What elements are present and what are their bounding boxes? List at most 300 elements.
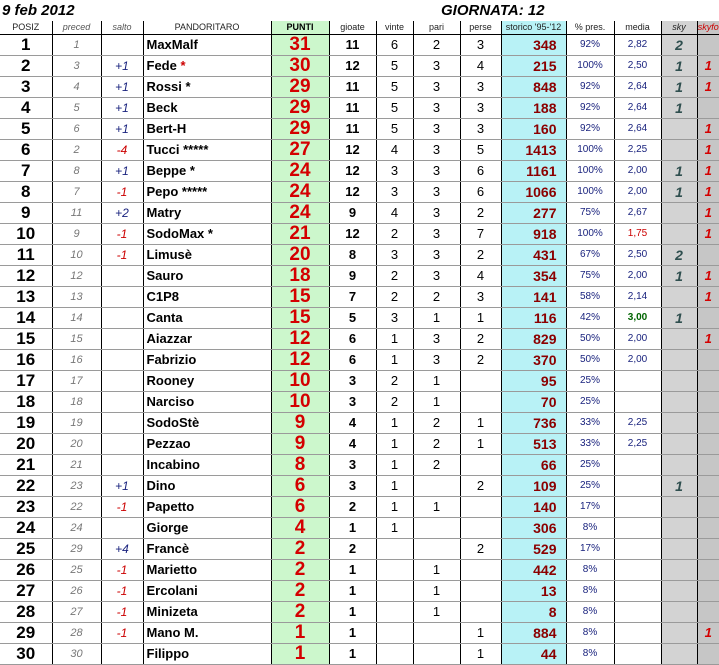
sky-cell — [661, 203, 697, 224]
col-pari: pari — [413, 21, 460, 35]
skyfo-cell: 1 — [697, 266, 719, 287]
giocate-cell: 4 — [329, 413, 376, 434]
giornata-title: GIORNATA: 12 — [441, 2, 545, 19]
table-row — [0, 203, 719, 224]
storico-cell: 1066 — [501, 182, 566, 203]
media-cell: 2,67 — [614, 203, 661, 224]
sky-cell — [661, 497, 697, 518]
pari-cell: 1 — [413, 392, 460, 413]
punti-cell: 2 — [271, 581, 329, 602]
table-row — [0, 455, 719, 476]
salto-cell: +1 — [101, 98, 143, 119]
pari-cell: 3 — [413, 245, 460, 266]
punti-cell: 4 — [271, 518, 329, 539]
giocate-cell: 1 — [329, 644, 376, 665]
skyfo-cell: 1 — [697, 161, 719, 182]
player-name: Pezzao — [146, 436, 191, 451]
storico-cell: 1413 — [501, 140, 566, 161]
name-cell — [143, 539, 271, 560]
storico-cell: 109 — [501, 476, 566, 497]
media-cell — [614, 602, 661, 623]
player-name: Dino — [146, 478, 176, 493]
perse-cell: 3 — [460, 35, 501, 56]
storico-cell: 70 — [501, 392, 566, 413]
pari-cell: 2 — [413, 413, 460, 434]
skyfo-cell: 1 — [697, 203, 719, 224]
perse-cell — [460, 581, 501, 602]
punti-cell: 2 — [271, 602, 329, 623]
pres-cell: 92% — [566, 98, 614, 119]
table-row — [0, 644, 719, 665]
skyfo-cell — [697, 371, 719, 392]
media-cell — [614, 455, 661, 476]
player-name: Mano M. — [146, 625, 199, 640]
skyfo-cell: 1 — [697, 77, 719, 98]
pres-cell: 25% — [566, 455, 614, 476]
giocate-cell: 1 — [329, 518, 376, 539]
media-cell: 2,00 — [614, 161, 661, 182]
vinte-cell: 3 — [376, 161, 413, 182]
preced-cell: 17 — [52, 371, 101, 392]
skyfo-cell — [697, 539, 719, 560]
skyfo-cell: 1 — [697, 287, 719, 308]
pres-cell: 92% — [566, 77, 614, 98]
preced-cell: 12 — [52, 266, 101, 287]
table-row — [0, 266, 719, 287]
sky-cell — [661, 644, 697, 665]
table-row — [0, 413, 719, 434]
giocate-cell: 7 — [329, 287, 376, 308]
pari-cell: 1 — [413, 371, 460, 392]
preced-cell: 27 — [52, 602, 101, 623]
pres-cell: 100% — [566, 224, 614, 245]
giocate-cell: 1 — [329, 581, 376, 602]
storico-cell: 513 — [501, 434, 566, 455]
vinte-cell: 1 — [376, 350, 413, 371]
name-cell — [143, 518, 271, 539]
vinte-cell: 3 — [376, 308, 413, 329]
sky-cell — [661, 602, 697, 623]
salto-cell — [101, 35, 143, 56]
punti-cell: 29 — [271, 77, 329, 98]
sky-cell — [661, 350, 697, 371]
media-cell: 2,50 — [614, 245, 661, 266]
vinte-cell: 2 — [376, 266, 413, 287]
pos-cell: 16 — [0, 350, 52, 371]
vinte-cell: 5 — [376, 119, 413, 140]
pari-cell: 3 — [413, 266, 460, 287]
punti-cell: 12 — [271, 350, 329, 371]
storico-cell: 8 — [501, 602, 566, 623]
vinte-cell — [376, 644, 413, 665]
preced-cell: 3 — [52, 56, 101, 77]
pos-cell: 2 — [0, 56, 52, 77]
media-cell: 2,25 — [614, 140, 661, 161]
salto-cell — [101, 434, 143, 455]
storico-cell: 848 — [501, 77, 566, 98]
punti-cell: 18 — [271, 266, 329, 287]
name-cell — [143, 497, 271, 518]
punti-cell: 1 — [271, 644, 329, 665]
skyfo-cell: 1 — [697, 623, 719, 644]
player-name: Fabrizio — [146, 352, 197, 367]
pres-cell: 50% — [566, 329, 614, 350]
giocate-cell: 3 — [329, 371, 376, 392]
sky-cell: 1 — [661, 56, 697, 77]
table-row — [0, 77, 719, 98]
pres-cell: 50% — [566, 350, 614, 371]
giocate-cell: 2 — [329, 539, 376, 560]
name-cell — [143, 287, 271, 308]
storico-cell: 215 — [501, 56, 566, 77]
skyfo-cell — [697, 413, 719, 434]
pari-cell: 3 — [413, 182, 460, 203]
pres-cell: 17% — [566, 539, 614, 560]
sky-cell — [661, 581, 697, 602]
sky-cell — [661, 119, 697, 140]
giocate-cell: 9 — [329, 266, 376, 287]
vinte-cell: 6 — [376, 35, 413, 56]
giocate-cell: 9 — [329, 203, 376, 224]
pari-cell: 1 — [413, 602, 460, 623]
sky-cell — [661, 518, 697, 539]
name-cell — [143, 413, 271, 434]
media-cell — [614, 644, 661, 665]
pres-cell: 42% — [566, 308, 614, 329]
skyfo-cell — [697, 560, 719, 581]
media-cell: 2,25 — [614, 413, 661, 434]
media-cell: 1,75 — [614, 224, 661, 245]
table-row — [0, 224, 719, 245]
skyfo-cell — [697, 455, 719, 476]
giocate-cell: 12 — [329, 182, 376, 203]
table-row — [0, 518, 719, 539]
name-cell — [143, 77, 271, 98]
salto-cell — [101, 308, 143, 329]
perse-cell: 4 — [460, 266, 501, 287]
name-cell — [143, 623, 271, 644]
name-cell — [143, 371, 271, 392]
pari-cell — [413, 623, 460, 644]
storico-cell: 116 — [501, 308, 566, 329]
pos-cell: 23 — [0, 497, 52, 518]
pos-cell: 20 — [0, 434, 52, 455]
media-cell — [614, 581, 661, 602]
storico-cell: 736 — [501, 413, 566, 434]
perse-cell: 2 — [460, 476, 501, 497]
skyfo-cell: 1 — [697, 56, 719, 77]
perse-cell: 6 — [460, 182, 501, 203]
player-name: Narciso — [146, 394, 195, 409]
storico-cell: 277 — [501, 203, 566, 224]
vinte-cell: 1 — [376, 413, 413, 434]
name-cell — [143, 140, 271, 161]
preced-cell: 9 — [52, 224, 101, 245]
sky-cell — [661, 287, 697, 308]
salto-cell: -4 — [101, 140, 143, 161]
perse-cell: 1 — [460, 413, 501, 434]
perse-cell: 3 — [460, 287, 501, 308]
pari-cell: 3 — [413, 224, 460, 245]
vinte-cell: 5 — [376, 56, 413, 77]
pres-cell: 8% — [566, 623, 614, 644]
pres-cell: 75% — [566, 203, 614, 224]
perse-cell — [460, 497, 501, 518]
preced-cell: 6 — [52, 119, 101, 140]
skyfo-cell — [697, 98, 719, 119]
player-name: Matry — [146, 205, 182, 220]
storico-cell: 140 — [501, 497, 566, 518]
sky-cell — [661, 392, 697, 413]
sky-cell: 1 — [661, 308, 697, 329]
giocate-cell: 1 — [329, 602, 376, 623]
salto-cell: -1 — [101, 182, 143, 203]
salto-cell: -1 — [101, 560, 143, 581]
table-row — [0, 287, 719, 308]
pari-cell: 3 — [413, 161, 460, 182]
pari-cell: 3 — [413, 329, 460, 350]
preced-cell: 22 — [52, 497, 101, 518]
vinte-cell — [376, 539, 413, 560]
storico-cell: 529 — [501, 539, 566, 560]
player-name: Aiazzar — [146, 331, 193, 346]
punti-cell: 20 — [271, 245, 329, 266]
player-name: Pepo ***** — [146, 184, 208, 199]
salto-cell: +1 — [101, 77, 143, 98]
media-cell: 2,00 — [614, 266, 661, 287]
storico-cell: 66 — [501, 455, 566, 476]
name-cell — [143, 602, 271, 623]
perse-cell: 4 — [460, 56, 501, 77]
preced-cell: 16 — [52, 350, 101, 371]
sky-cell: 1 — [661, 476, 697, 497]
name-cell — [143, 560, 271, 581]
pos-cell: 17 — [0, 371, 52, 392]
vinte-cell: 1 — [376, 476, 413, 497]
player-name: Beppe * — [146, 163, 195, 178]
skyfo-cell — [697, 245, 719, 266]
pres-cell: 100% — [566, 140, 614, 161]
pari-cell — [413, 644, 460, 665]
table-row — [0, 140, 719, 161]
table-row — [0, 350, 719, 371]
media-cell: 2,50 — [614, 56, 661, 77]
perse-cell: 6 — [460, 161, 501, 182]
perse-cell — [460, 560, 501, 581]
salto-cell: -1 — [101, 623, 143, 644]
perse-cell: 7 — [460, 224, 501, 245]
punti-cell: 6 — [271, 497, 329, 518]
name-cell — [143, 329, 271, 350]
sky-cell — [661, 623, 697, 644]
media-cell: 2,25 — [614, 434, 661, 455]
pres-cell: 58% — [566, 287, 614, 308]
name-cell — [143, 581, 271, 602]
skyfo-cell — [697, 476, 719, 497]
vinte-cell: 5 — [376, 98, 413, 119]
punti-cell: 31 — [271, 35, 329, 56]
date-title: 9 feb 2012 — [2, 2, 75, 19]
sky-cell: 1 — [661, 77, 697, 98]
pos-cell: 12 — [0, 266, 52, 287]
media-cell — [614, 392, 661, 413]
vinte-cell: 2 — [376, 224, 413, 245]
header-row — [0, 21, 719, 35]
perse-cell: 1 — [460, 308, 501, 329]
name-cell — [143, 224, 271, 245]
standings-table — [0, 21, 719, 665]
giocate-cell: 12 — [329, 140, 376, 161]
storico-cell: 13 — [501, 581, 566, 602]
pos-cell: 10 — [0, 224, 52, 245]
salto-cell — [101, 413, 143, 434]
table-row — [0, 560, 719, 581]
perse-cell: 2 — [460, 203, 501, 224]
storico-cell: 44 — [501, 644, 566, 665]
salto-cell: +1 — [101, 119, 143, 140]
preced-cell: 5 — [52, 98, 101, 119]
vinte-cell: 2 — [376, 371, 413, 392]
storico-cell: 348 — [501, 35, 566, 56]
pres-cell: 8% — [566, 560, 614, 581]
pres-cell: 17% — [566, 497, 614, 518]
col-punti: PUNTI — [271, 21, 329, 35]
table-row — [0, 497, 719, 518]
storico-cell: 160 — [501, 119, 566, 140]
storico-cell: 95 — [501, 371, 566, 392]
skyfo-cell — [697, 497, 719, 518]
table-row — [0, 476, 719, 497]
salto-cell: +2 — [101, 203, 143, 224]
player-name: Giorge — [146, 520, 189, 535]
name-cell — [143, 161, 271, 182]
name-cell — [143, 182, 271, 203]
pari-cell: 3 — [413, 119, 460, 140]
pos-cell: 27 — [0, 581, 52, 602]
perse-cell: 1 — [460, 623, 501, 644]
pos-cell: 18 — [0, 392, 52, 413]
skyfo-cell — [697, 518, 719, 539]
giocate-cell: 12 — [329, 224, 376, 245]
table-row — [0, 119, 719, 140]
giocate-cell: 4 — [329, 434, 376, 455]
media-cell: 2,00 — [614, 182, 661, 203]
vinte-cell: 2 — [376, 287, 413, 308]
table-row — [0, 161, 719, 182]
col-preced: preced — [52, 21, 101, 35]
pari-cell: 2 — [413, 455, 460, 476]
perse-cell — [460, 455, 501, 476]
vinte-cell — [376, 560, 413, 581]
vinte-cell: 2 — [376, 392, 413, 413]
pari-cell: 3 — [413, 98, 460, 119]
player-name: Ercolani — [146, 583, 198, 598]
media-cell — [614, 476, 661, 497]
name-cell — [143, 434, 271, 455]
skyfo-cell — [697, 392, 719, 413]
media-cell — [614, 539, 661, 560]
player-name: C1P8 — [146, 289, 180, 304]
player-name: Bert-H — [146, 121, 187, 136]
player-name: Tucci ***** — [146, 142, 209, 157]
preced-cell: 25 — [52, 560, 101, 581]
salto-cell: +1 — [101, 56, 143, 77]
punti-cell: 2 — [271, 539, 329, 560]
punti-cell: 24 — [271, 203, 329, 224]
player-star: * — [180, 58, 186, 73]
punti-cell: 27 — [271, 140, 329, 161]
preced-cell: 1 — [52, 35, 101, 56]
skyfo-cell — [697, 434, 719, 455]
pos-cell: 9 — [0, 203, 52, 224]
player-name: Limusè — [146, 247, 193, 262]
preced-cell: 19 — [52, 413, 101, 434]
punti-cell: 12 — [271, 329, 329, 350]
perse-cell — [460, 392, 501, 413]
punti-cell: 29 — [271, 119, 329, 140]
player-name: Beck — [146, 100, 178, 115]
preced-cell: 24 — [52, 518, 101, 539]
table-row — [0, 581, 719, 602]
salto-cell — [101, 392, 143, 413]
player-name: Papetto — [146, 499, 195, 514]
punti-cell: 1 — [271, 623, 329, 644]
pos-cell: 3 — [0, 77, 52, 98]
storico-cell: 918 — [501, 224, 566, 245]
player-name: Minizeta — [146, 604, 198, 619]
pos-cell: 19 — [0, 413, 52, 434]
salto-cell: +1 — [101, 161, 143, 182]
pos-cell: 30 — [0, 644, 52, 665]
storico-cell: 829 — [501, 329, 566, 350]
storico-cell: 370 — [501, 350, 566, 371]
storico-cell: 141 — [501, 287, 566, 308]
preced-cell: 20 — [52, 434, 101, 455]
pos-cell: 25 — [0, 539, 52, 560]
storico-cell: 1161 — [501, 161, 566, 182]
name-cell — [143, 392, 271, 413]
player-name: Fede — [146, 58, 181, 73]
preced-cell: 28 — [52, 623, 101, 644]
preced-cell: 14 — [52, 308, 101, 329]
pari-cell — [413, 518, 460, 539]
vinte-cell: 1 — [376, 434, 413, 455]
perse-cell: 2 — [460, 245, 501, 266]
pari-cell — [413, 539, 460, 560]
pari-cell: 1 — [413, 581, 460, 602]
pres-cell: 25% — [566, 392, 614, 413]
player-name: MaxMalf — [146, 37, 198, 52]
table-row — [0, 371, 719, 392]
player-name: Francè — [146, 541, 190, 556]
table-row — [0, 182, 719, 203]
punti-cell: 24 — [271, 182, 329, 203]
pres-cell: 25% — [566, 476, 614, 497]
sky-cell — [661, 560, 697, 581]
media-cell — [614, 518, 661, 539]
punti-cell: 9 — [271, 434, 329, 455]
pres-cell: 8% — [566, 602, 614, 623]
pari-cell: 2 — [413, 434, 460, 455]
perse-cell — [460, 602, 501, 623]
salto-cell — [101, 287, 143, 308]
pari-cell: 2 — [413, 35, 460, 56]
col-sky: sky — [661, 21, 697, 35]
salto-cell: -1 — [101, 224, 143, 245]
salto-cell — [101, 371, 143, 392]
pres-cell: 33% — [566, 413, 614, 434]
salto-cell — [101, 644, 143, 665]
